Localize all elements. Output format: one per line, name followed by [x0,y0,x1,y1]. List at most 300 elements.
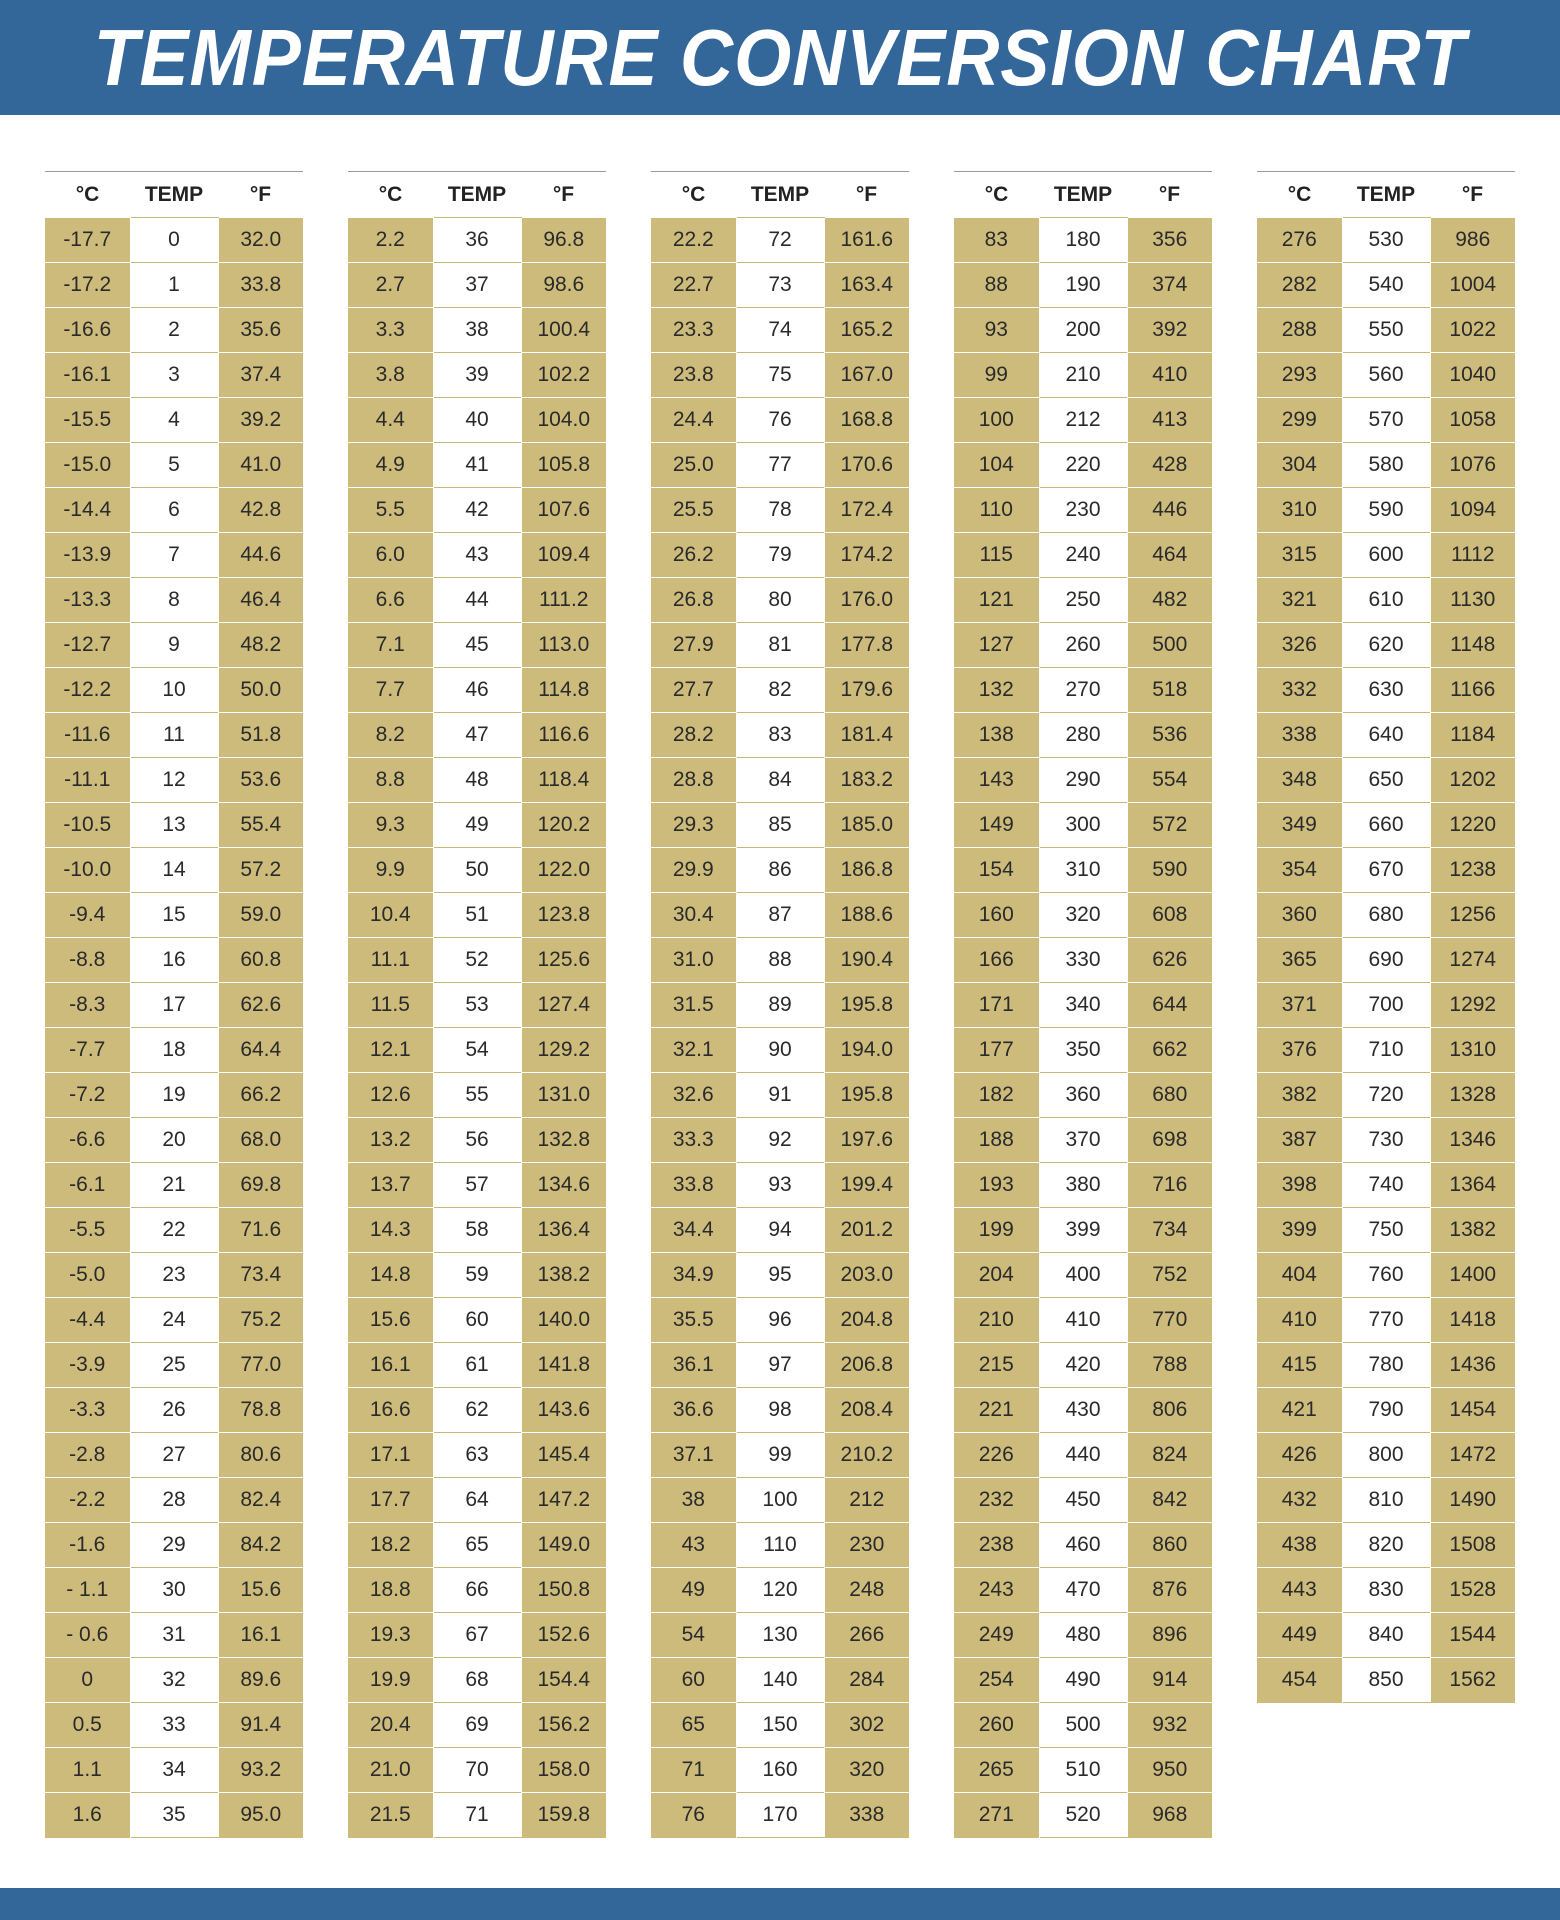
table-row [348,443,606,488]
temp-cell: 24 [130,1298,218,1343]
celsius-cell: 19.3 [348,1613,433,1658]
temp-cell: 690 [1342,938,1430,983]
temp-cell: 62 [433,1388,521,1433]
celsius-cell: -5.5 [45,1208,130,1253]
table-row [45,983,303,1028]
table-row [45,1253,303,1298]
temp-cell: 58 [433,1208,521,1253]
temp-cell: 47 [433,713,521,758]
fahrenheit-cell: 1436 [1430,1343,1515,1388]
celsius-cell: 127 [954,623,1039,668]
temp-cell: 86 [736,848,824,893]
celsius-cell: 22.7 [651,263,736,308]
temp-cell: 620 [1342,623,1430,668]
fahrenheit-cell: 127.4 [521,983,606,1028]
temp-cell: 81 [736,623,824,668]
table-row [954,803,1212,848]
table-row [1257,803,1515,848]
fahrenheit-cell: 212 [824,1478,909,1523]
fahrenheit-cell: 752 [1127,1253,1212,1298]
table-row [651,893,909,938]
temp-cell: 98 [736,1388,824,1433]
fahrenheit-cell: 165.2 [824,308,909,353]
temp-cell: 510 [1039,1748,1127,1793]
table-row [954,1523,1212,1568]
table-row [651,533,909,578]
fahrenheit-cell: 860 [1127,1523,1212,1568]
fahrenheit-cell: 266 [824,1613,909,1658]
fahrenheit-cell: 1472 [1430,1433,1515,1478]
temp-cell: 730 [1342,1118,1430,1163]
conversion-table [45,171,303,1838]
fahrenheit-cell: 177.8 [824,623,909,668]
table-row [954,1793,1212,1838]
temp-cell: 17 [130,983,218,1028]
temp-cell: 700 [1342,983,1430,1028]
fahrenheit-cell: 536 [1127,713,1212,758]
table-row [954,443,1212,488]
table-row [954,1613,1212,1658]
table-row [1257,1478,1515,1523]
temp-cell: 29 [130,1523,218,1568]
table-row [348,1613,606,1658]
temp-cell: 79 [736,533,824,578]
fahrenheit-cell: 73.4 [218,1253,303,1298]
table-row [348,398,606,443]
temp-cell: 410 [1039,1298,1127,1343]
temp-cell: 290 [1039,758,1127,803]
temp-cell: 480 [1039,1613,1127,1658]
celsius-cell: 27.9 [651,623,736,668]
celsius-cell: -6.6 [45,1118,130,1163]
table-row [651,1433,909,1478]
table-row [1257,1613,1515,1658]
fahrenheit-cell: 15.6 [218,1568,303,1613]
fahrenheit-cell: 69.8 [218,1163,303,1208]
celsius-cell: 8.8 [348,758,433,803]
table-row [348,1748,606,1793]
celsius-cell: 3.3 [348,308,433,353]
fahrenheit-cell: 145.4 [521,1433,606,1478]
fahrenheit-cell: 1528 [1430,1568,1515,1613]
fahrenheit-cell: 195.8 [824,1073,909,1118]
temp-cell: 130 [736,1613,824,1658]
fahrenheit-cell: 199.4 [824,1163,909,1208]
temp-cell: 0 [130,218,218,263]
celsius-cell: 28.8 [651,758,736,803]
celsius-cell: -11.1 [45,758,130,803]
fahrenheit-cell: 201.2 [824,1208,909,1253]
table-row [45,263,303,308]
celsius-cell: 18.8 [348,1568,433,1613]
table-row [954,1208,1212,1253]
fahrenheit-cell: 113.0 [521,623,606,668]
celsius-cell: 17.1 [348,1433,433,1478]
fahrenheit-cell: 181.4 [824,713,909,758]
table-row [651,803,909,848]
temp-cell: 260 [1039,623,1127,668]
table-row [348,1478,606,1523]
fahrenheit-cell: 59.0 [218,893,303,938]
fahrenheit-cell: 204.8 [824,1298,909,1343]
temp-header: TEMP [736,172,824,218]
table-row [1257,1208,1515,1253]
temp-cell: 69 [433,1703,521,1748]
celsius-cell: 22.2 [651,218,736,263]
table-row [45,1388,303,1433]
table-row [348,1073,606,1118]
fahrenheit-cell: 105.8 [521,443,606,488]
temp-cell: 170 [736,1793,824,1838]
celsius-cell: -16.6 [45,308,130,353]
celsius-cell: 33.8 [651,1163,736,1208]
temp-cell: 760 [1342,1253,1430,1298]
celsius-cell: 100 [954,398,1039,443]
celsius-cell: -12.7 [45,623,130,668]
table-row [1257,1163,1515,1208]
celsius-cell: 6.6 [348,578,433,623]
celsius-cell: 5.5 [348,488,433,533]
fahrenheit-cell: 46.4 [218,578,303,623]
celsius-cell: -7.7 [45,1028,130,1073]
temp-cell: 460 [1039,1523,1127,1568]
table-row [954,1118,1212,1163]
fahrenheit-cell: 206.8 [824,1343,909,1388]
celsius-cell: 32.1 [651,1028,736,1073]
table-row [651,1073,909,1118]
temp-cell: 85 [736,803,824,848]
temp-cell: 540 [1342,263,1430,308]
table-row [651,263,909,308]
temp-cell: 340 [1039,983,1127,1028]
header-row [45,172,303,218]
conversion-table [1257,171,1515,1703]
celsius-cell: -10.0 [45,848,130,893]
temp-cell: 120 [736,1568,824,1613]
temp-cell: 350 [1039,1028,1127,1073]
table-row [1257,1343,1515,1388]
fahrenheit-cell: 208.4 [824,1388,909,1433]
table-row [1257,578,1515,623]
table-row [45,758,303,803]
table-row [348,713,606,758]
fahrenheit-cell: 1148 [1430,623,1515,668]
fahrenheit-cell: 824 [1127,1433,1212,1478]
fahrenheit-cell: 554 [1127,758,1212,803]
temp-cell: 13 [130,803,218,848]
table-row [348,1208,606,1253]
table-row [651,1613,909,1658]
celsius-cell: 29.3 [651,803,736,848]
table-row [954,1703,1212,1748]
temp-cell: 67 [433,1613,521,1658]
celsius-cell: 0.5 [45,1703,130,1748]
celsius-cell: 31.0 [651,938,736,983]
celsius-cell: 398 [1257,1163,1342,1208]
table-row [45,938,303,983]
fahrenheit-cell: 163.4 [824,263,909,308]
table-row [348,578,606,623]
table-row [45,893,303,938]
celsius-cell: 332 [1257,668,1342,713]
temp-cell: 48 [433,758,521,803]
celsius-cell: 14.8 [348,1253,433,1298]
table-row [651,623,909,668]
temp-cell: 280 [1039,713,1127,758]
celsius-header: °C [45,172,130,218]
celsius-cell: 29.9 [651,848,736,893]
celsius-cell: 21.0 [348,1748,433,1793]
table-row [651,983,909,1028]
table-row [45,398,303,443]
celsius-cell: 443 [1257,1568,1342,1613]
fahrenheit-cell: 1562 [1430,1658,1515,1703]
table-row [651,218,909,263]
table-row [651,758,909,803]
table-row [45,1298,303,1343]
table-row [651,308,909,353]
celsius-cell: 204 [954,1253,1039,1298]
conversion-table [651,171,909,1838]
footer-bar [0,1888,1560,1920]
temp-cell: 5 [130,443,218,488]
fahrenheit-cell: 932 [1127,1703,1212,1748]
temp-cell: 110 [736,1523,824,1568]
table-row [348,263,606,308]
temp-cell: 88 [736,938,824,983]
temp-cell: 60 [433,1298,521,1343]
fahrenheit-cell: 75.2 [218,1298,303,1343]
temp-cell: 3 [130,353,218,398]
temp-cell: 650 [1342,758,1430,803]
celsius-cell: 154 [954,848,1039,893]
celsius-cell: 13.2 [348,1118,433,1163]
celsius-cell: 24.4 [651,398,736,443]
table-row [45,1208,303,1253]
temp-cell: 190 [1039,263,1127,308]
fahrenheit-cell: 195.8 [824,983,909,1028]
celsius-cell: 282 [1257,263,1342,308]
celsius-cell: 276 [1257,218,1342,263]
table-row [651,1703,909,1748]
fahrenheit-cell: 64.4 [218,1028,303,1073]
fahrenheit-cell: 1130 [1430,578,1515,623]
table-row [348,308,606,353]
fahrenheit-cell: 149.0 [521,1523,606,1568]
fahrenheit-cell: 168.8 [824,398,909,443]
table-row [1257,1073,1515,1118]
celsius-cell: -14.4 [45,488,130,533]
table-row [954,1388,1212,1433]
celsius-cell: 432 [1257,1478,1342,1523]
celsius-cell: 360 [1257,893,1342,938]
celsius-cell: 10.4 [348,893,433,938]
temp-cell: 70 [433,1748,521,1793]
table-row [954,938,1212,983]
fahrenheit-cell: 986 [1430,218,1515,263]
celsius-cell: 7.7 [348,668,433,713]
temp-cell: 23 [130,1253,218,1298]
celsius-cell: 199 [954,1208,1039,1253]
table-row [348,803,606,848]
temp-header: TEMP [130,172,218,218]
celsius-cell: 438 [1257,1523,1342,1568]
table-row [1257,1298,1515,1343]
table-row [651,1748,909,1793]
table-row [954,1478,1212,1523]
fahrenheit-cell: 410 [1127,353,1212,398]
temp-header: TEMP [1342,172,1430,218]
fahrenheit-header: °F [1430,172,1515,218]
fahrenheit-cell: 77.0 [218,1343,303,1388]
table-row [348,488,606,533]
table-row [954,488,1212,533]
temp-cell: 440 [1039,1433,1127,1478]
table-row [348,668,606,713]
temp-cell: 9 [130,623,218,668]
fahrenheit-cell: 141.8 [521,1343,606,1388]
temp-cell: 2 [130,308,218,353]
table-row [651,443,909,488]
temp-cell: 660 [1342,803,1430,848]
table-row [954,1028,1212,1073]
celsius-cell: 315 [1257,533,1342,578]
temp-cell: 820 [1342,1523,1430,1568]
celsius-cell: 25.5 [651,488,736,533]
table-row [1257,1568,1515,1613]
temp-cell: 840 [1342,1613,1430,1658]
celsius-header: °C [1257,172,1342,218]
celsius-cell: -10.5 [45,803,130,848]
celsius-cell: -12.2 [45,668,130,713]
temp-cell: 450 [1039,1478,1127,1523]
table-row [1257,623,1515,668]
fahrenheit-cell: 464 [1127,533,1212,578]
table-row [348,938,606,983]
temp-cell: 100 [736,1478,824,1523]
fahrenheit-cell: 131.0 [521,1073,606,1118]
temp-cell: 300 [1039,803,1127,848]
temp-cell: 39 [433,353,521,398]
temp-cell: 90 [736,1028,824,1073]
table-row [954,848,1212,893]
temp-cell: 210 [1039,353,1127,398]
fahrenheit-cell: 190.4 [824,938,909,983]
table-row [45,1793,303,1838]
temp-header: TEMP [1039,172,1127,218]
table-row [651,1568,909,1613]
table-row [45,443,303,488]
temp-cell: 37 [433,263,521,308]
temp-cell: 310 [1039,848,1127,893]
celsius-cell: 382 [1257,1073,1342,1118]
fahrenheit-cell: 1166 [1430,668,1515,713]
table-row [1257,308,1515,353]
celsius-cell: 36.1 [651,1343,736,1388]
temp-cell: 35 [130,1793,218,1838]
celsius-cell: 38 [651,1478,736,1523]
temp-cell: 490 [1039,1658,1127,1703]
table-row [45,1613,303,1658]
header-row [954,172,1212,218]
celsius-cell: 193 [954,1163,1039,1208]
table-row [45,1073,303,1118]
fahrenheit-cell: 572 [1127,803,1212,848]
fahrenheit-cell: 842 [1127,1478,1212,1523]
temp-cell: 14 [130,848,218,893]
celsius-cell: - 0.6 [45,1613,130,1658]
temp-cell: 790 [1342,1388,1430,1433]
temp-cell: 16 [130,938,218,983]
fahrenheit-cell: 210.2 [824,1433,909,1478]
table-row [1257,533,1515,578]
celsius-cell: 2.2 [348,218,433,263]
celsius-cell: 9.9 [348,848,433,893]
celsius-cell: 34.9 [651,1253,736,1298]
temp-cell: 99 [736,1433,824,1478]
temp-cell: 630 [1342,668,1430,713]
celsius-cell: 143 [954,758,1039,803]
celsius-cell: 13.7 [348,1163,433,1208]
table-row [45,488,303,533]
celsius-cell: 7.1 [348,623,433,668]
celsius-cell: 23.8 [651,353,736,398]
celsius-cell: 65 [651,1703,736,1748]
fahrenheit-cell: 284 [824,1658,909,1703]
temp-cell: 4 [130,398,218,443]
table-row [1257,983,1515,1028]
celsius-cell: -13.9 [45,533,130,578]
fahrenheit-cell: 39.2 [218,398,303,443]
celsius-header: °C [651,172,736,218]
temp-cell: 550 [1342,308,1430,353]
table-row [954,1253,1212,1298]
celsius-cell: - 1.1 [45,1568,130,1613]
celsius-cell: 454 [1257,1658,1342,1703]
fahrenheit-cell: 1094 [1430,488,1515,533]
celsius-cell: 149 [954,803,1039,848]
table-row [651,353,909,398]
fahrenheit-cell: 590 [1127,848,1212,893]
celsius-cell: 293 [1257,353,1342,398]
fahrenheit-cell: 1292 [1430,983,1515,1028]
temp-cell: 19 [130,1073,218,1118]
celsius-cell: 104 [954,443,1039,488]
celsius-cell: 1.1 [45,1748,130,1793]
fahrenheit-cell: 482 [1127,578,1212,623]
temp-cell: 31 [130,1613,218,1658]
temp-cell: 25 [130,1343,218,1388]
fahrenheit-cell: 203.0 [824,1253,909,1298]
table-row [45,623,303,668]
celsius-cell: 0 [45,1658,130,1703]
table-row [45,1028,303,1073]
fahrenheit-cell: 154.4 [521,1658,606,1703]
fahrenheit-cell: 120.2 [521,803,606,848]
celsius-cell: 265 [954,1748,1039,1793]
table-row [651,1118,909,1163]
conversion-table [954,171,1212,1838]
table-row [1257,758,1515,803]
temp-cell: 12 [130,758,218,803]
celsius-cell: 36.6 [651,1388,736,1433]
table-row [954,668,1212,713]
celsius-cell: 254 [954,1658,1039,1703]
celsius-cell: -2.8 [45,1433,130,1478]
celsius-cell: 83 [954,218,1039,263]
fahrenheit-cell: 138.2 [521,1253,606,1298]
temp-cell: 200 [1039,308,1127,353]
